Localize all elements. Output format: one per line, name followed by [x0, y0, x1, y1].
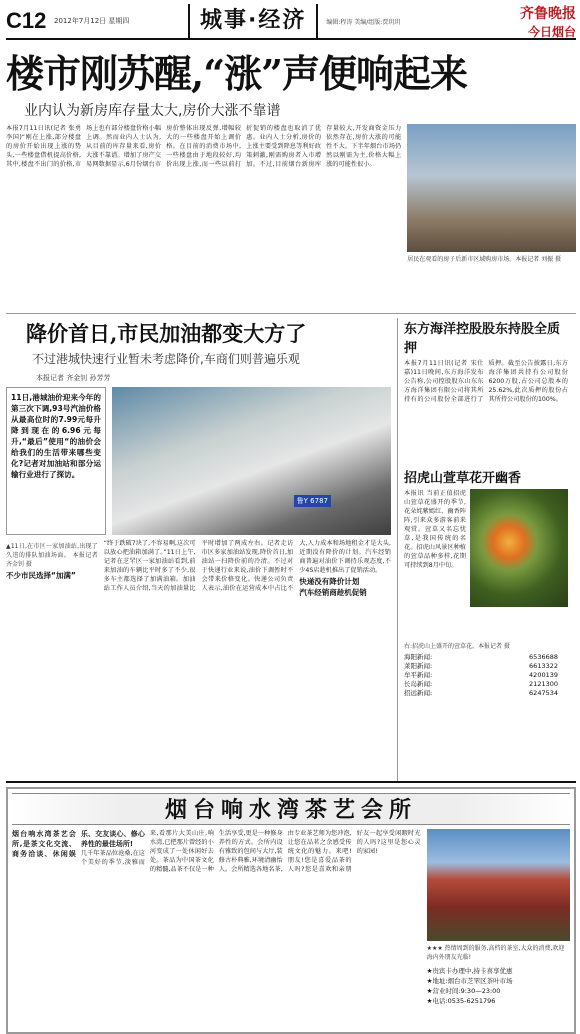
flower-headline: 招虎山萱草花开幽香 [404, 471, 522, 486]
price-subhead-3: 汽车经销商趁机促销 [299, 588, 367, 597]
flower-caption: 右:招虎山上盛开的萱草花。本报记者 摄 [404, 643, 510, 650]
tea-house-location: ★地址:烟台市芝罘区茶叶市场 [426, 977, 513, 985]
price-lead: 11日,港城油价迎来今年的第三次下调,93号汽油价格从最高位时的7.99元每升降到现在的6.96元每升,“最后”使用“的油价会给我们的生活带来哪些变化?记者对加油站和部分运输行业进行了探访。 [6, 387, 106, 535]
tea-house-body [12, 829, 570, 1029]
tea-house-phone: ★电话:0535-6251796 [426, 997, 496, 1005]
contact-row: 招远新闻: 6247534 [404, 689, 558, 697]
price-subhead-1: 不少市民选择“加满” [6, 571, 76, 580]
contact-row: 莱阳新闻: 6613322 [404, 662, 558, 670]
price-body [6, 539, 391, 767]
price-subhead: 不过港城快速行业暂未考虑降价,车商们则普遍乐观 [32, 352, 300, 366]
flower-block [404, 489, 568, 639]
flower-body: 本报讯 当前正值招虎山萱草花盛开的季节,花朵姹紫嫣红、幽香阵阵,引来众多游客前来观赏。萱草又名忘忧草,是我国传统的名花。招虎山风景区种植的萱草品种多样,花期可持续到8月中旬。 [404, 490, 466, 569]
lead-headline: 楼市刚苏醒,“涨”声便响起来 [6, 51, 467, 96]
tea-house-body-text: 几千年茶品位沧桑,在这个美好的季节,淡雅而来,看那片大美山庄,响水湾,已把那片曾经的小河变成了一处休闲好去处。茶品为中国茶文化的精髓,品茶不仅是一种生活享受,更是一种修身养性的方式。会所内设有雅致的包间与大厅,装修古朴典雅,环境清幽怡人。会所精选各地名茶,由专业茶艺师为您冲泡,让您在品茗之余感受传统文化的魅力。来吧!朋友!您是喜爱品茶的人吗?您是喜欢和亲朋好友一起享受闲暇时光的人吗?这里是您心灵的家园! [80, 830, 421, 873]
price-lead-block [6, 387, 391, 535]
price-byline: 本报记者 齐金钊 孙芳芳 [36, 374, 111, 382]
tea-house-side [427, 829, 570, 1029]
lead-subhead: 业内认为新房库存量太大,房价大涨不靠谱 [24, 103, 281, 119]
tea-house-hours: ★营业时间:9:30—23:00 [426, 987, 501, 995]
price-story [6, 318, 398, 781]
editor-credits: 编辑:程涛 美编/组版:贾玥玥 [326, 18, 401, 26]
page-number: C12 [6, 8, 47, 33]
gas-station-photo [112, 387, 391, 535]
housing-expo-photo [407, 124, 576, 252]
price-headline: 降价首日,市民加油都变大方了 [26, 321, 307, 346]
price-subhead-2: 快递没有降价计划 [299, 577, 360, 586]
lead-story [6, 124, 576, 314]
contact-row: 长岛新闻: 2121300 [404, 680, 558, 688]
tea-house-text [12, 829, 421, 1029]
price-photo-caption: ▲11日,在市区一家加油站,出现了久违的排队加油场面。 本报记者 齐金钊 摄 [6, 543, 98, 568]
second-row [6, 318, 576, 783]
price-body-text: “终于跌破7块了,不容易啊,这次可以放心把油箱加满了。”11日上午,记者在芝罘区一家加油站看到,前来加油的车辆比平时多了不少,很多车主都选择了加满油箱。加油站工作人员介绍,当天的加油量比平时增加了两成左右。记者走访市区多家加油站发现,降价首日,加油站一扫降价前的冷清。不过对于快递行业来说,油价下调暂时不会带来价格变化。快递公司负责人表示,油价在运营成本中占比不大,人力成本和场地租金才是大头,近期没有降价的计划。汽车经销商普遍对油价下调持乐观态度,不少4S店趁机推出了促销活动。 [103, 540, 391, 592]
section-title: 城事·经济 [188, 4, 318, 38]
east-ocean-headline: 东方海洋控股股东持股全质押 [404, 322, 561, 356]
page-header [6, 4, 576, 40]
flower-photo [470, 489, 568, 607]
license-plate: 鲁Y 6787 [294, 495, 331, 507]
tea-house-intro: 烟台响水湾茶艺会所,是茶文化交流、商务洽谈、休闲娱乐、交友谈心、修心养性的最佳场所! [12, 830, 145, 858]
contact-row: 牟平新闻: 4200139 [404, 671, 558, 679]
brand-logo: 齐鲁晚报 [520, 5, 576, 22]
news-contacts [404, 653, 568, 698]
east-ocean-body: 本报7月11日讯(记者 宋仕嘉)11日晚间,东方海洋发布公告称,公司控股股东山东东方海洋集团有限公司将其所持有的公司股份全部进行了质押。截至公告披露日,东方海洋集团共持有公司股份6200万股,占公司总股本的25.62%,此次质押的股份占其所持公司股份的100%。 [404, 360, 568, 403]
brand-block [520, 3, 576, 40]
tea-house-advert [6, 787, 576, 1034]
right-column [398, 318, 568, 781]
brand-subtitle: 今日烟台 [527, 24, 576, 39]
tea-house-info [427, 966, 570, 1006]
lead-photo-caption: 居民在观看的房子后新市区域购房市场。本报记者 刘振 摄 [407, 256, 562, 263]
contact-row: 海阳新闻: 6536688 [404, 653, 558, 661]
tea-house-photo [427, 829, 570, 941]
tea-house-menu: ★贵宾卡办理中,持卡喜享优惠 [426, 967, 513, 975]
lead-photo-block [407, 124, 576, 313]
issue-date: 2012年7月12日 星期四 [54, 17, 130, 25]
tea-house-photo-caption: ★★★ 热情周到的服务,高档的茶室,大众的消费,欢迎海内外朋友光临! [426, 945, 565, 961]
tea-house-title: 烟台响水湾茶艺会所 [12, 793, 570, 825]
lead-body: 本报7月11日讯(记者 张勇 李国)“刚在上涨,部分楼盘的房价开始出现上涨的势头,一些楼盘借机提高价格,其中,楼盘不出门的价格,市场上也有部分楼盘价格小幅上调。然而业内人士认为,从目前的库存量来看,房价大涨不靠谱。增加了房产交易网数据显示,6月份烟台市房价整体出现反弹,增幅较大的一些楼盘开始上调价格。在目前的消费市场中,一些楼盘由于地段较好,均价出现上涨,而一些以前打折促销的楼盘也取消了优惠。业内人士分析,房价的上涨主要受到降息等利好政策刺激,刚需购房者入市增加。不过,目前烟台新房库存量较大,开发商资金压力依然存在,房价大涨的可能性不大。下半年烟台市场仍然以刚需为主,价格大幅上涨的可能性很小。 [6, 125, 402, 168]
